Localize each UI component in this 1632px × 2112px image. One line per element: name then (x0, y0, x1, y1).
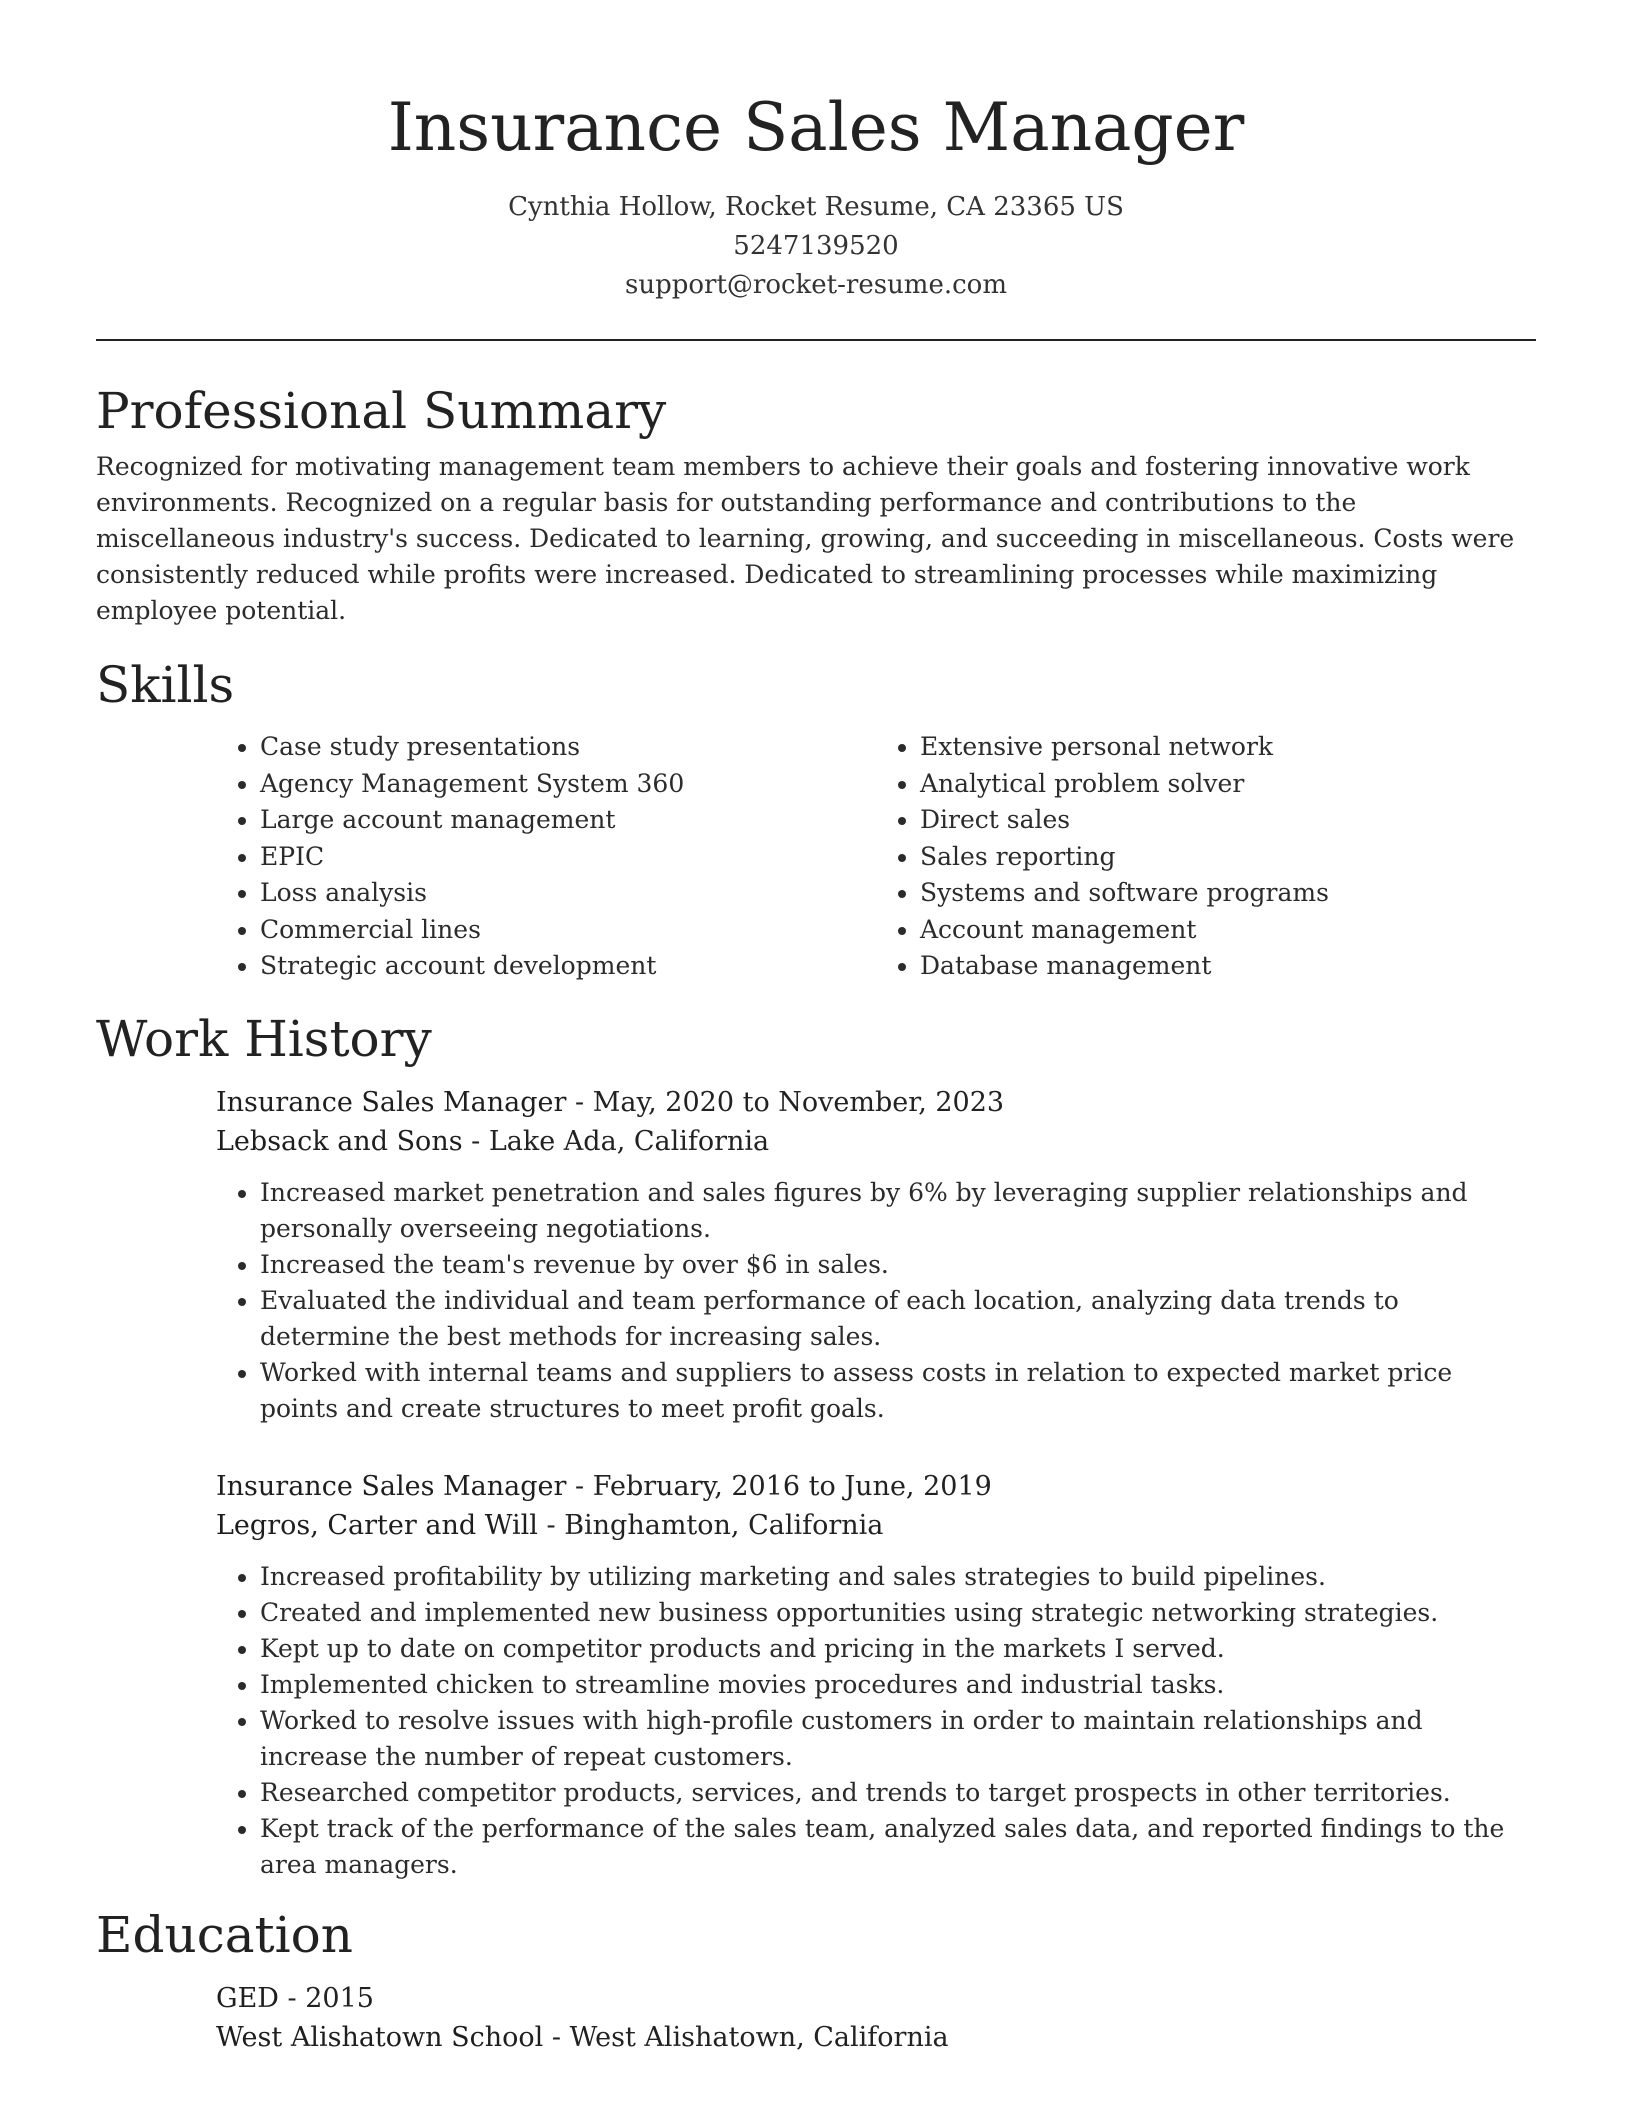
skill-item: • Agency Management System 360 (260, 766, 876, 803)
job-bullet: • Researched competitor products, services, and trends to target prospects in other territories. (260, 1775, 1536, 1811)
job-title-line (216, 1467, 1536, 1506)
job-company-line (216, 1122, 1536, 1161)
work-history-section (96, 1009, 1536, 1883)
separator: - (566, 1086, 593, 1118)
job-bullet-list (216, 1175, 1536, 1427)
education-heading: Education (96, 1905, 353, 1964)
separator: - (566, 1470, 593, 1502)
education-location: West Alishatown, California (569, 2021, 949, 2053)
job-title-line (216, 1083, 1536, 1122)
skill-item: • Database management (920, 948, 1536, 985)
education-entry (216, 1979, 1536, 2057)
job-bullet: • Kept up to date on competitor products and pricing in the markets I served. (260, 1631, 1536, 1667)
skill-item: • EPIC (260, 839, 876, 876)
skills-grid (216, 729, 1536, 985)
skill-item: • Analytical problem solver (920, 766, 1536, 803)
skill-item: • Case study presentations (260, 729, 876, 766)
separator: - (462, 1125, 489, 1157)
skill-item: • Commercial lines (260, 912, 876, 949)
job-bullet: • Evaluated the individual and team performance of each location, analyzing data trends to determine the best methods for increasing sales. (260, 1283, 1536, 1355)
job-company: Legros, Carter and Will (216, 1509, 538, 1541)
job-bullet-list (216, 1559, 1536, 1883)
header-divider (96, 339, 1536, 341)
job-position: Insurance Sales Manager (216, 1086, 567, 1118)
separator: - (278, 1982, 306, 2014)
skills-section (96, 655, 1536, 985)
job-dates: May, 2020 to November, 2023 (592, 1086, 1005, 1118)
skill-item: • Extensive personal network (920, 729, 1536, 766)
education-school-line (216, 2018, 1536, 2057)
job-bullet: • Worked with internal teams and suppliers to assess costs in relation to expected market price points and create structures to meet profit goals. (260, 1355, 1536, 1427)
job-entry (216, 1467, 1536, 1883)
education-degree: GED (216, 1982, 279, 2014)
job-bullet: • Worked to resolve issues with high-profile customers in order to maintain relationships and increase the number of repeat customers. (260, 1703, 1536, 1775)
education-section (96, 1905, 1536, 2057)
education-school: West Alishatown School (216, 2021, 544, 2053)
job-bullet: • Implemented chicken to streamline movies procedures and industrial tasks. (260, 1667, 1536, 1703)
skill-item: • Direct sales (920, 802, 1536, 839)
skill-item: • Loss analysis (260, 875, 876, 912)
resume-header (96, 0, 1536, 305)
job-bullet: • Increased the team's revenue by over $6 in sales. (260, 1247, 1536, 1283)
contact-address: Cynthia Hollow, Rocket Resume, CA 23365 US (508, 192, 1124, 222)
job-bullet: • Increased market penetration and sales figures by 6% by leveraging supplier relationships and personally overseeing negotiations. (260, 1175, 1536, 1247)
job-dates: February, 2016 to June, 2019 (592, 1470, 992, 1502)
summary-text: Recognized for motivating management team members to achieve their goals and fostering innovative work environments. Recognized on a regular basis for outstanding performance and contributions to the miscellaneous industry's success. Dedicated to learning, growing, and succeeding in miscellaneous. Costs were consistently reduced while profits were increased. Dedicated to streamlining processes while maximizing employee potential. (96, 452, 1515, 625)
summary-heading: Professional Summary (96, 382, 667, 440)
skills-column-right (876, 729, 1536, 985)
skills-heading: Skills (96, 656, 235, 714)
education-degree-line (216, 1979, 1536, 2018)
separator: - (543, 2021, 570, 2053)
job-location: Binghamton, California (564, 1509, 884, 1541)
contact-phone: 5247139520 (733, 231, 899, 261)
job-bullet: • Kept track of the performance of the sales team, analyzed sales data, and reported findings to the area managers. (260, 1811, 1536, 1883)
job-position: Insurance Sales Manager (216, 1470, 567, 1502)
separator: - (537, 1509, 565, 1541)
skill-item: • Sales reporting (920, 839, 1536, 876)
job-entry (216, 1083, 1536, 1427)
job-company: Lebsack and Sons (216, 1125, 463, 1157)
education-year: 2015 (305, 1982, 374, 2014)
resume-title: Insurance Sales Manager (387, 89, 1245, 166)
skill-item: • Systems and software programs (920, 875, 1536, 912)
summary-section (96, 381, 1536, 629)
skill-item: • Large account management (260, 802, 876, 839)
work-history-heading: Work History (96, 1009, 432, 1068)
skill-item: • Account management (920, 912, 1536, 949)
skill-item: • Strategic account development (260, 948, 876, 985)
job-bullet: • Created and implemented new business opportunities using strategic networking strategies. (260, 1595, 1536, 1631)
job-bullet: • Increased profitability by utilizing marketing and sales strategies to build pipelines. (260, 1559, 1536, 1595)
job-company-line (216, 1506, 1536, 1545)
contact-email: support@rocket-resume.com (624, 270, 1007, 300)
job-location: Lake Ada, California (488, 1125, 770, 1157)
contact-block (96, 188, 1536, 305)
skills-column-left (216, 729, 876, 985)
